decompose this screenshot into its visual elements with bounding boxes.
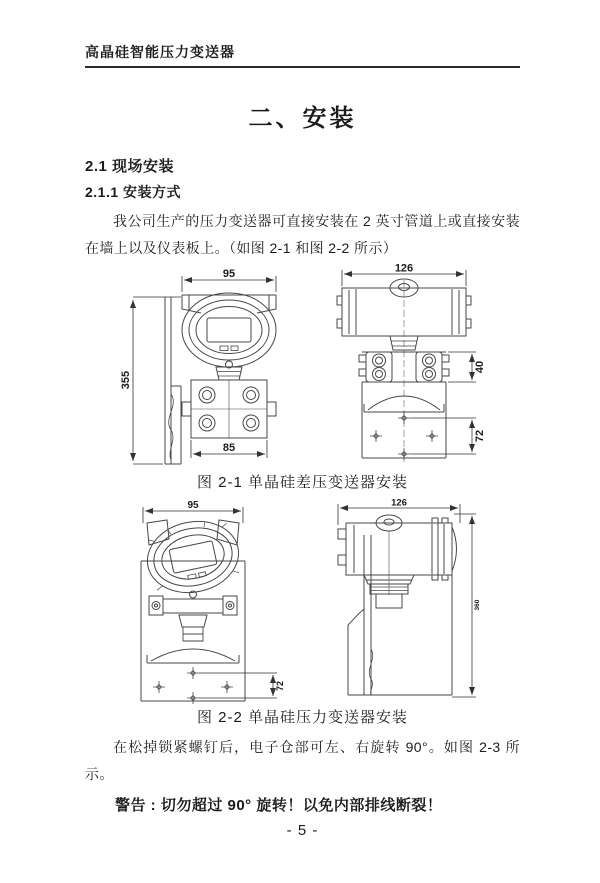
figure-2-2-front-drawing <box>121 499 296 705</box>
dim-label-360: 360 <box>474 599 481 611</box>
dim-label-126: 126 <box>394 264 413 275</box>
figure-2-2-caption: 图 2-2 单晶硅压力变送器安装 <box>196 709 409 726</box>
page-number: - 5 - <box>286 822 319 839</box>
dim-label-40: 40 <box>473 360 486 374</box>
figure-2-1-front-drawing <box>119 264 294 470</box>
figure-2-1-caption: 图 2-1 单晶硅差压变送器安装 <box>196 474 409 491</box>
section-2-1-1-heading: 2.1.1 安装方式 <box>85 184 182 200</box>
dim-label-95: 95 <box>187 500 199 511</box>
chapter-title: 二、安装 <box>248 105 357 132</box>
dim-label-72: 72 <box>473 429 486 443</box>
dim-label-95: 95 <box>222 268 235 280</box>
figure-2-2 <box>85 499 520 705</box>
rotation-paragraph: 在松掉锁紧螺钉后，电子仓部可左、右旋转 90°。如图 2-3 所示。 <box>85 739 520 782</box>
warning-text: 警告 : 切勿超过 90° 旋转！以免内部排线断裂！ <box>115 797 443 814</box>
product-name: 高晶硅智能压力变送器 <box>85 44 235 60</box>
section-2-1-heading: 2.1 现场安装 <box>85 158 175 175</box>
figure-2-1 <box>85 264 520 470</box>
dim-label-72: 72 <box>275 680 285 692</box>
dim-label-355: 355 <box>119 370 132 390</box>
figure-2-2-side-drawing <box>324 499 484 705</box>
figure-2-1-side-drawing <box>322 264 487 470</box>
dim-label-126: 126 <box>391 499 407 509</box>
page-header <box>85 42 520 68</box>
dim-label-85: 85 <box>222 442 235 454</box>
installation-paragraph: 我公司生产的压力变送器可直接安装在 2 英寸管道上或直接安装在墙上以及仪表板上。（如图 2-1 和图 2-2 所示） <box>85 213 520 256</box>
